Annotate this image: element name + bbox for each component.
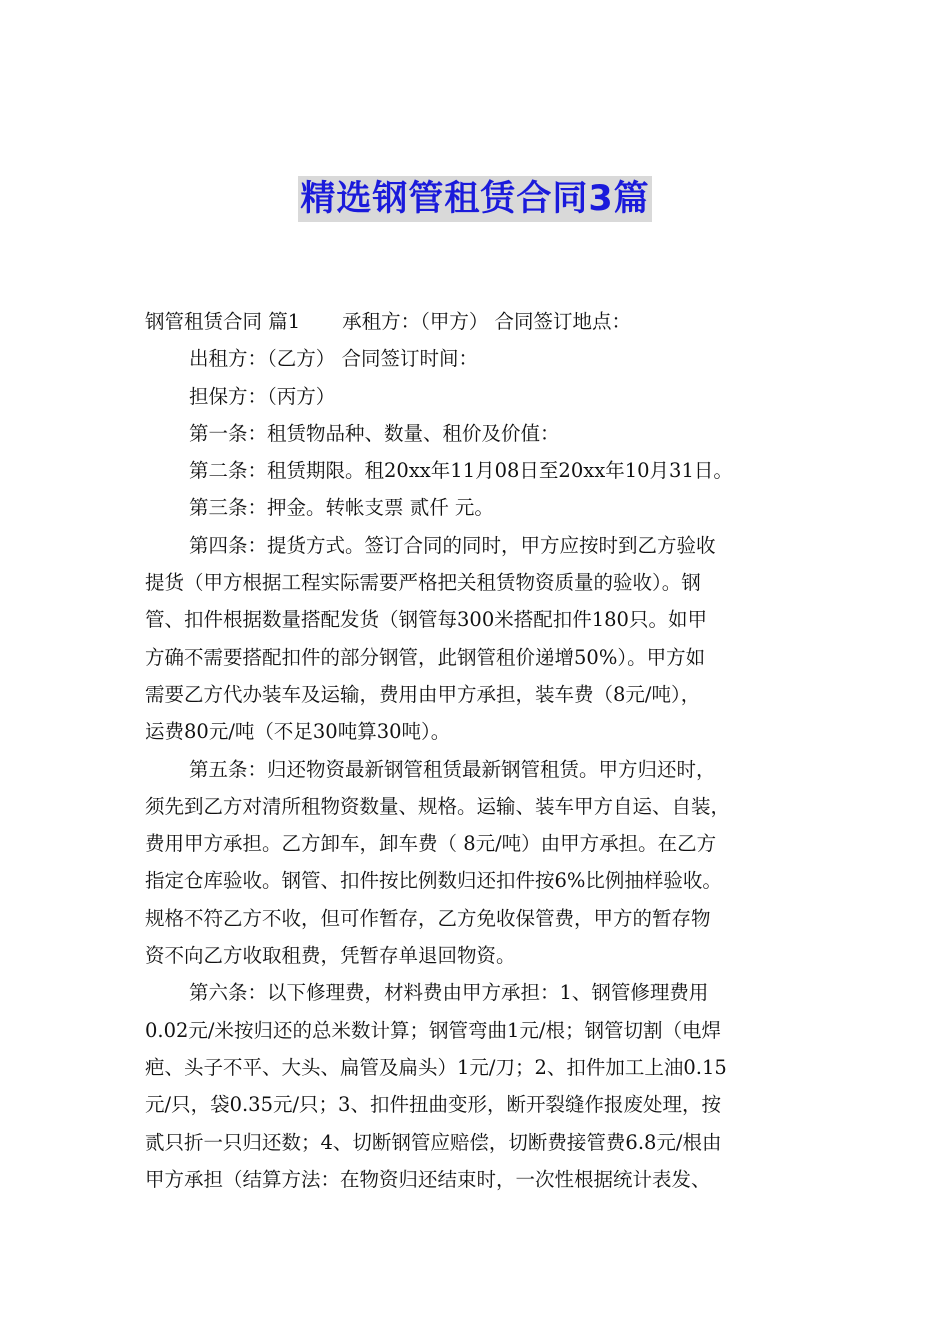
paragraph-line: 须先到乙方对清所租物资数量、规格。运输、装车甲方自运、自装，: [145, 794, 731, 818]
paragraph-line: 提货（甲方根据工程实际需要严格把关租赁物资质量的验收）。钢: [145, 571, 701, 595]
title-container: [0, 176, 950, 222]
paragraph-line: 第一条：租赁物品种、数量、租价及价值：: [189, 421, 560, 445]
paragraph-line: 出租方：（乙方） 合同签订时间：: [189, 347, 478, 371]
paragraph-line: 0.02元/米按归还的总米数计算；钢管弯曲1元/根；钢管切割（电焊: [145, 1018, 721, 1042]
paragraph-line: 担保方：（丙方）: [189, 384, 336, 408]
contract-section-heading: 钢管租赁合同 篇1: [145, 310, 301, 333]
paragraph-line: 元/只，袋0.35元/只；3、扣件扭曲变形，断开裂缝作报废处理，按: [145, 1093, 721, 1117]
document-title: 精选钢管租赁合同3篇: [298, 176, 651, 222]
paragraph-line: 指定仓库验收。钢管、扣件按比例数归还扣件按6%比例抽样验收。: [145, 869, 722, 893]
paragraph-line: 疤、头子不平、大头、扁管及扁头）1元/刀；2、扣件加工上油0.15: [145, 1055, 727, 1079]
paragraph-line: 贰只折一只归还数；4、切断钢管应赔偿，切断费接管费6.8元/根由: [145, 1130, 722, 1154]
paragraph-line: 需要乙方代办装车及运输，费用由甲方承担，装车费（8元/吨），: [145, 682, 701, 706]
paragraph-line: 第五条：归还物资最新钢管租赁最新钢管租赁。甲方归还时，: [189, 757, 716, 781]
paragraph-line: 资不向乙方收取租费，凭暂存单退回物资。: [145, 944, 516, 968]
paragraph-line: 第四条：提货方式。签订合同的同时，甲方应按时到乙方验收: [189, 533, 716, 557]
paragraph-line: 费用甲方承担。乙方卸车，卸车费（ 8元/吨）由甲方承担。在乙方: [145, 832, 717, 856]
paragraph-line: 第六条：以下修理费，材料费由甲方承担：1、钢管修理费用: [189, 981, 709, 1005]
paragraph-line: 第三条：押金。转帐支票 贰仟 元。: [189, 496, 494, 520]
paragraph-line: 方确不需要搭配扣件的部分钢管，此钢管租价递增50%）。甲方如: [145, 645, 706, 669]
paragraph-line: 规格不符乙方不收，但可作暂存，乙方免收保管费，甲方的暂存物: [145, 906, 711, 930]
paragraph-line: 管、扣件根据数量搭配发货（钢管每300米搭配扣件180只。如甲: [145, 608, 707, 632]
lessee-line: 承租方：（甲方） 合同签订地点：: [342, 310, 632, 333]
contract-body: [145, 303, 813, 1198]
paragraph-line: 甲方承担（结算方法：在物资归还结束时，一次性根据统计表发、: [145, 1167, 711, 1191]
paragraph-line: [145, 303, 813, 340]
paragraph-line: 第二条：租赁期限。租20xx年11月08日至20xx年10月31日。: [189, 459, 733, 483]
paragraph-line: 运费80元/吨（不足30吨算30吨）。: [145, 720, 451, 744]
